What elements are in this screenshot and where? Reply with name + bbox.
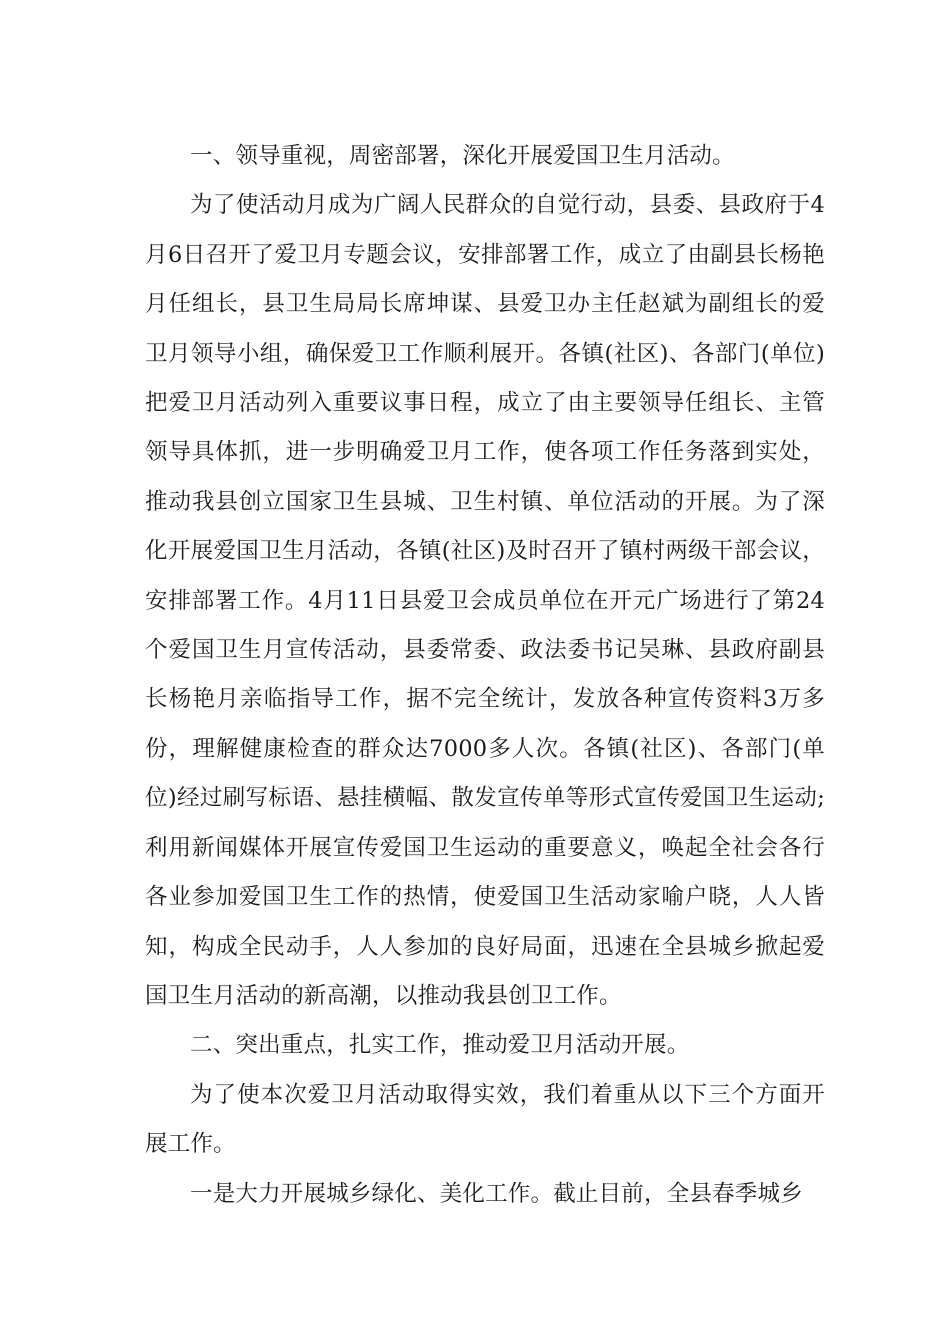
document-body [145,132,825,1219]
section-heading-2: 二、突出重点，扎实工作，推动爱卫月活动开展。 [190,1032,690,1059]
section-heading-1: 一、领导重视，周密部署，深化开展爱国卫生月活动。 [190,143,735,169]
paragraph-3: 一是大力开展城乡绿化、美化工作。截止目前，全县春季城乡 [190,1180,803,1207]
paragraph-2: 为了使本次爱卫月活动取得实效，我们着重从以下三个方面开展工作。 [145,1081,825,1158]
paragraph-1: 为了使活动月成为广阔人民群众的自觉行动，县委、县政府于4月6日召开了爱卫月专题会议，安排部署工作，成立了由副县长杨艳月任组长，县卫生局局长席坤谋、县爱卫办主任赵斌为副组长的爱卫月领导小组，确保爱卫工作顺利展开。各镇(社区)、各部门(单位)把爱卫月活动列入重要议事日程，成立了由主要领导任组长、主管领导具体抓，进一步明确爱卫月工作，使各项工作任务落到实处，推动我县创立国家卫生县城、卫生村镇、单位活动的开展。为了深化开展爱国卫生月活动，各镇(社区)及时召开了镇村两级干部会议，安排部署工作。4月11日县爱卫会成员单位在开元广场进行了第24个爱国卫生月宣传活动，县委常委、政法委书记吴琳、县政府副县长杨艳月亲临指导工作，据不完全统计，发放各种宣传资料3万多份，理解健康检查的群众达7000多人次。各镇(社区)、各部门(单位)经过刷写标语、悬挂横幅、散发宣传单等形式宣传爱国卫生运动;利用新闻媒体开展宣传爱国卫生运动的重要意义，唤起全社会各行各业参加爱国卫生工作的热情，使爱国卫生活动家喻户晓，人人皆知，构成全民动手，人人参加的良好局面，迅速在全县城乡掀起爱国卫生月活动的新高潮，以推动我县创卫工作。 [145,192,825,1009]
